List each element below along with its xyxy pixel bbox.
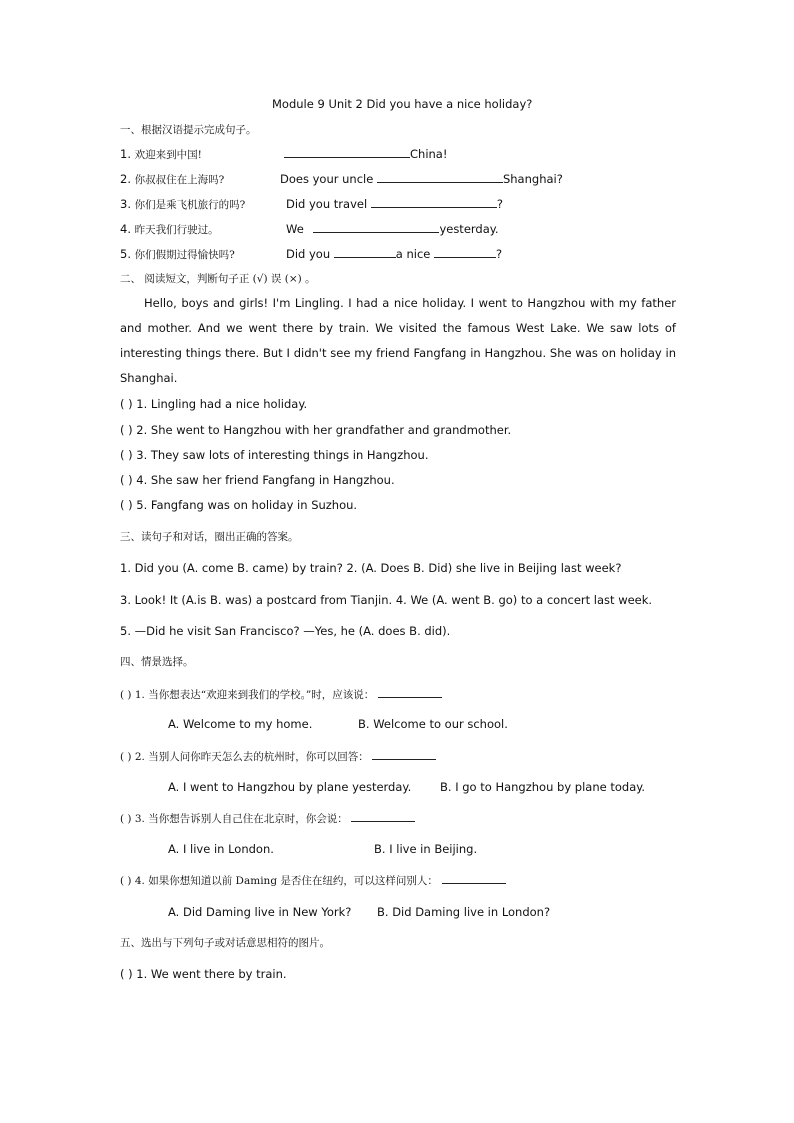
s4-option-1a: A. Welcome to my home. <box>168 717 313 731</box>
s3-line-1: 1. Did you (A. come B. came) by train? 2. (A. Does B. Did) she live in Beijing last week? <box>120 561 622 575</box>
s1-item-3: 3. 你们是乘飞机旅行的吗? <box>120 197 246 211</box>
s1-item-3-answer: Did you travel ? <box>286 197 503 211</box>
s2-item-2: ( ) 2. She went to Hangzhou with her grandfather and grandmother. <box>120 423 512 437</box>
answer-blank[interactable] <box>442 872 506 884</box>
s2-item-3: ( ) 3. They saw lots of interesting things in Hangzhou. <box>120 448 429 462</box>
s4-option-3a: A. I live in London. <box>168 842 274 856</box>
s1-item-2: 2. 你叔叔住在上海吗? <box>120 172 225 186</box>
s1-item-1: 1. 欢迎来到中国! <box>120 147 202 161</box>
answer-blank[interactable] <box>284 146 410 158</box>
section-4-heading: 四、情景选择。 <box>120 656 194 668</box>
answer-blank[interactable] <box>434 246 496 258</box>
section-1-heading: 一、根据汉语提示完成句子。 <box>120 124 257 136</box>
s2-item-5: ( ) 5. Fangfang was on holiday in Suzhou. <box>120 498 358 512</box>
s2-item-4: ( ) 4. She saw her friend Fangfang in Hangzhou. <box>120 473 395 487</box>
answer-blank[interactable] <box>372 748 436 760</box>
s4-question-3: ( ) 3. 当你想告诉别人自己住在北京时，你会说： <box>120 810 415 827</box>
s1-item-5: 5. 你们假期过得愉快吗? <box>120 247 235 261</box>
s3-line-3: 5. —Did he visit San Francisco? —Yes, he (A. does B. did). <box>120 624 451 638</box>
answer-blank[interactable] <box>371 196 497 208</box>
s4-option-1b: B. Welcome to our school. <box>358 717 508 731</box>
s2-item-1: ( ) 1. Lingling had a nice holiday. <box>120 397 308 411</box>
s4-option-4b: B. Did Daming live in London? <box>377 905 551 919</box>
answer-blank[interactable] <box>378 686 442 698</box>
s3-line-2: 3. Look! It (A.is B. was) a postcard from Tianjin. 4. We (A. went B. go) to a concert last week. <box>120 593 653 607</box>
page-title: Module 9 Unit 2 Did you have a nice holiday? <box>272 97 533 111</box>
section-5-heading: 五、选出与下列句子或对话意思相符的图片。 <box>120 937 330 949</box>
section-3-heading: 三、读句子和对话，圈出正确的答案。 <box>120 531 299 543</box>
reading-passage: Hello, boys and girls! I'm Lingling. I had a nice holiday. I went to Hangzhou with my father and mother. And we went there by train. We visited the famous West Lake. We saw lots of interesting things there. But I didn't see my friend Fangfang in Hangzhou. She was on holiday in Shanghai. <box>120 296 676 385</box>
s4-option-3b: B. I live in Beijing. <box>374 842 478 856</box>
s4-option-4a: A. Did Daming live in New York? <box>168 905 352 919</box>
answer-blank[interactable] <box>351 810 415 822</box>
s1-item-1-answer: China! <box>284 146 447 162</box>
section-2-heading: 二、 阅读短文，判断句子正 (√) 误 (×) 。 <box>120 273 316 285</box>
s4-question-1: ( ) 1. 当你想表达“欢迎来到我们的学校。”时，应该说： <box>120 686 442 703</box>
s1-item-2-answer: Does your uncle Shanghai? <box>280 172 563 186</box>
s1-item-5-answer: Did you a nice ? <box>286 247 503 261</box>
answer-blank[interactable] <box>334 246 396 258</box>
s4-question-4: ( ) 4. 如果你想知道以前 Daming 是否住在纽约，可以这样问别人： <box>120 872 506 889</box>
s4-option-2b: B. I go to Hangzhou by plane today. <box>440 780 646 794</box>
s4-option-2a: A. I went to Hangzhou by plane yesterday. <box>168 780 412 794</box>
answer-blank[interactable] <box>377 171 503 183</box>
s5-item-1: ( ) 1. We went there by train. <box>120 967 287 981</box>
s1-item-4-answer: We yesterday. <box>286 222 499 236</box>
s1-item-4: 4. 昨天我们行驶过。 <box>120 222 219 236</box>
s4-question-2: ( ) 2. 当别人问你昨天怎么去的杭州时，你可以回答： <box>120 748 436 765</box>
answer-blank[interactable] <box>313 221 439 233</box>
